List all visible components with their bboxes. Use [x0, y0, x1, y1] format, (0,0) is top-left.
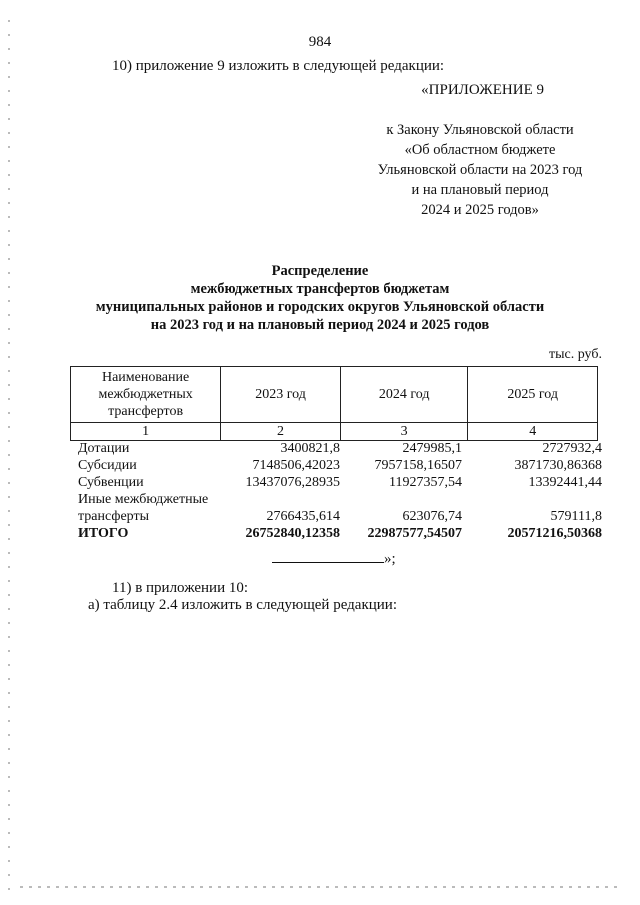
- transfers-table-header: [70, 366, 598, 441]
- header-row: [71, 367, 598, 423]
- page-number: 984: [308, 34, 332, 50]
- table-row: [78, 474, 618, 491]
- appendix-reference: [330, 120, 630, 220]
- table-heading: [0, 262, 640, 334]
- value-2025: 3871730,86368: [514, 458, 602, 473]
- header-2025: 2025 год: [468, 367, 598, 423]
- header-name: Наименование межбюджетных трансфертов: [71, 367, 221, 423]
- heading-line: межбюджетных трансфертов бюджетам: [190, 281, 450, 297]
- heading-line: Распределение: [271, 263, 369, 279]
- closing-line: [272, 549, 396, 568]
- scan-margin-marks: [8, 20, 10, 890]
- row-name: Субсидии: [78, 458, 137, 473]
- total-label: ИТОГО: [78, 526, 129, 541]
- total-2024: 22987577,54507: [367, 526, 462, 541]
- closing-mark: »;: [384, 551, 396, 567]
- transfers-table-body: [78, 440, 618, 542]
- value-2023: 7148506,42023: [252, 458, 340, 473]
- col-number: 3: [340, 423, 468, 441]
- value-2023: 3400821,8: [280, 441, 340, 456]
- amendment-item-a: а) таблицу 2.4 изложить в следующей редакции:: [88, 597, 397, 613]
- header-2023: 2023 год: [221, 367, 341, 423]
- row-name: Субвенции: [78, 475, 144, 490]
- blank-rule: [272, 549, 384, 563]
- value-2023: 13437076,28935: [245, 475, 340, 490]
- col-number: 1: [71, 423, 221, 441]
- row-name: Иные межбюджетные трансферты: [78, 492, 209, 524]
- appendix-line: «Об областном бюджете: [404, 142, 556, 158]
- col-number: 4: [468, 423, 598, 441]
- appendix-line: и на плановый период: [411, 182, 549, 198]
- units-label: тыс. руб.: [549, 347, 602, 362]
- amendment-item-10: 10) приложение 9 изложить в следующей редакции:: [112, 58, 445, 74]
- value-2024: 2479985,1: [402, 441, 462, 456]
- value-2024: 7957158,16507: [374, 458, 462, 473]
- value-2023: 2766435,614: [266, 509, 340, 524]
- value-2024: 11927357,54: [389, 475, 462, 490]
- header-2024: 2024 год: [340, 367, 468, 423]
- heading-line: муниципальных районов и городских округов Ульяновской области: [95, 299, 545, 315]
- heading-line: на 2023 год и на плановый период 2024 и 2025 годов: [150, 317, 490, 333]
- column-number-row: [71, 423, 598, 441]
- appendix-line: Ульяновской области на 2023 год: [377, 162, 583, 178]
- value-2024: 623076,74: [402, 509, 462, 524]
- table-row: [78, 491, 618, 525]
- appendix-line: к Закону Ульяновской области: [386, 122, 574, 138]
- col-number: 2: [221, 423, 341, 441]
- amendment-item-11: 11) в приложении 10:: [112, 580, 249, 596]
- appendix-title: «ПРИЛОЖЕНИЕ 9: [421, 82, 544, 98]
- value-2025: 579111,8: [550, 509, 602, 524]
- value-2025: 13392441,44: [528, 475, 602, 490]
- total-2025: 20571216,50368: [507, 526, 602, 541]
- table-row: [78, 440, 618, 457]
- total-row: [78, 525, 618, 542]
- table-row: [78, 457, 618, 474]
- value-2025: 2727932,4: [542, 441, 602, 456]
- total-2023: 26752840,12358: [245, 526, 340, 541]
- scan-bottom-marks: [20, 886, 620, 888]
- row-name: Дотации: [78, 441, 130, 456]
- appendix-line: 2024 и 2025 годов»: [421, 202, 539, 218]
